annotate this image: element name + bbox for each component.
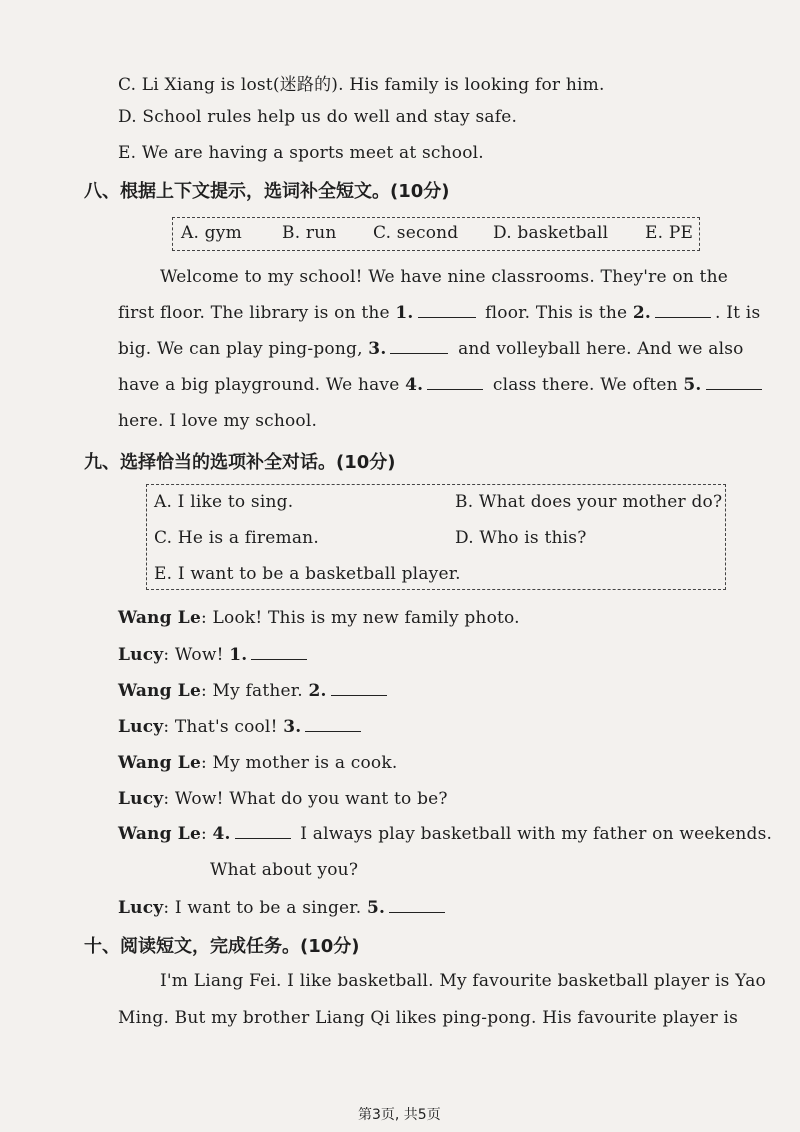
dialogue-blank-4[interactable] [235, 824, 291, 839]
dialogue-line: Wang Le: Look! This is my new family photo. [118, 608, 520, 628]
word-option: C. second [373, 223, 459, 243]
dialogue-line: Wang Le: My father. 2. [118, 681, 391, 701]
blank-4[interactable] [427, 375, 483, 390]
reading-line: I'm Liang Fei. I like basketball. My favourite basketball player is Yao [160, 971, 766, 991]
blank-2[interactable] [655, 303, 711, 318]
word-option: D. basketball [493, 223, 609, 243]
word-option: B. run [282, 223, 337, 243]
prev-option-c: C. Li Xiang is lost(迷路的). His family is looking for him. [118, 75, 605, 95]
dialogue-line: Lucy: Wow! What do you want to be? [118, 789, 448, 809]
dialogue-blank-2[interactable] [331, 681, 387, 696]
page-number: 第3页, 共5页 [358, 1107, 441, 1123]
dialogue-option: D. Who is this? [455, 528, 587, 548]
dialogue-line: Wang Le: 4. I always play basketball with my father on weekends. [118, 824, 773, 844]
dialogue-option: B. What does your mother do? [455, 492, 723, 512]
passage-line: have a big playground. We have 4. class there. We often 5. [118, 375, 766, 395]
blank-1[interactable] [418, 303, 476, 318]
blank-5[interactable] [706, 375, 762, 390]
section-10-title: 十、阅读短文，完成任务。(10分) [84, 936, 360, 957]
word-option: A. gym [181, 223, 242, 243]
section-8-title: 八、根据上下文提示，选词补全短文。(10分) [84, 181, 450, 202]
prev-option-e: E. We are having a sports meet at school. [118, 143, 484, 163]
dialogue-option: A. I like to sing. [154, 492, 294, 512]
section-9-title: 九、选择恰当的选项补全对话。(10分) [84, 452, 396, 473]
dialogue-option: E. I want to be a basketball player. [154, 564, 461, 584]
dialogue-line: Lucy: That's cool! 3. [118, 717, 365, 737]
passage-line: Welcome to my school! We have nine classrooms. They're on the [160, 267, 728, 287]
reading-line: Ming. But my brother Liang Qi likes ping-pong. His favourite player is [118, 1008, 739, 1028]
dialogue-line-continued: What about you? [210, 860, 359, 880]
prev-option-d: D. School rules help us do well and stay safe. [118, 107, 518, 127]
dialogue-line: Lucy: Wow! 1. [118, 645, 311, 665]
dialogue-blank-1[interactable] [251, 645, 307, 660]
dialogue-blank-5[interactable] [389, 898, 445, 913]
dialogue-line: Lucy: I want to be a singer. 5. [118, 898, 449, 918]
dialogue-option: C. He is a fireman. [154, 528, 319, 548]
passage-line: here. I love my school. [118, 411, 318, 431]
word-option: E. PE [645, 223, 694, 243]
dialogue-blank-3[interactable] [305, 717, 361, 732]
passage-line: big. We can play ping-pong, 3. and volleyball here. And we also [118, 339, 744, 359]
dialogue-line: Wang Le: My mother is a cook. [118, 753, 398, 773]
passage-line: first floor. The library is on the 1. floor. This is the 2. . It is [118, 303, 761, 323]
blank-3[interactable] [390, 339, 448, 354]
